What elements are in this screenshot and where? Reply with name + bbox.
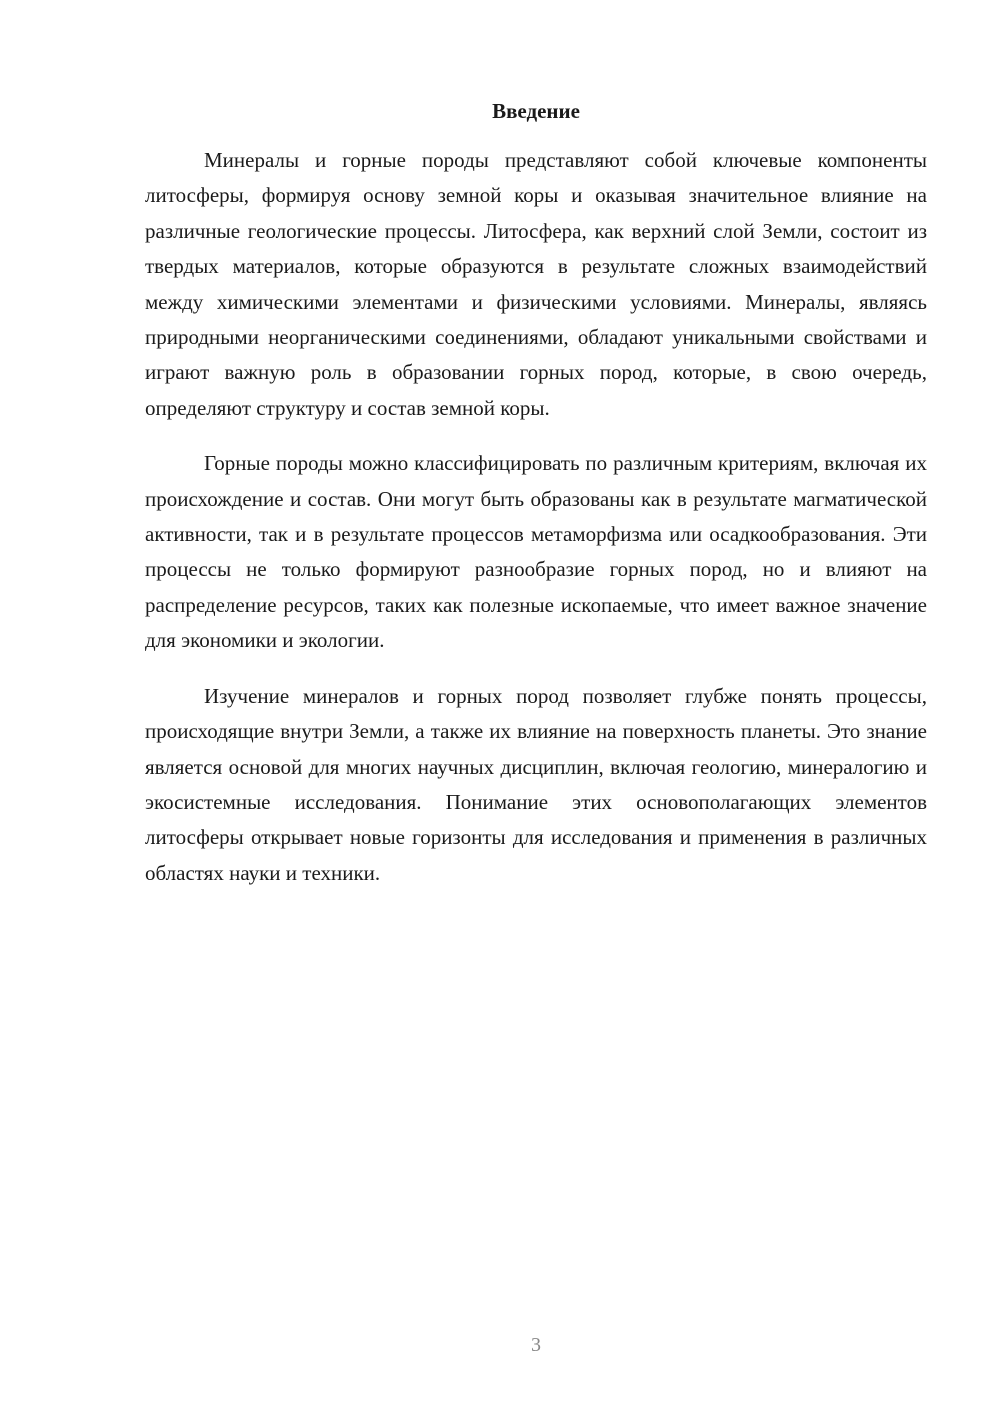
body-text: [145, 143, 927, 911]
section-heading: Введение: [492, 99, 580, 123]
page-number: 3: [531, 1334, 541, 1356]
paragraph-2: Горные породы можно классифицировать по различным критериям, включая их происхождение и состав. Они могут быть образованы как в результате магматической активности, так и в результате процессов метаморфизма или осадкообразования. Эти процессы не только формируют разнообразие горных пород, но и влияют на распределение ресурсов, таких как полезные ископаемые, что имеет важное значение для экономики и экологии.: [145, 451, 927, 653]
paragraph-1: Минералы и горные породы представляют собой ключевые компоненты литосферы, формируя основу земной коры и оказывая значительное влияние на различные геологические процессы. Литосфера, как верхний слой Земли, состоит из твердых материалов, которые образуются в результате сложных взаимодействий между химическими элементами и физическими условиями. Минералы, являясь природными неорганическими соединениями, обладают уникальными свойствами и играют важную роль в образовании горных пород, которые, в свою очередь, определяют структуру и состав земной коры.: [145, 148, 927, 420]
paragraph-3: Изучение минералов и горных пород позволяет глубже понять процессы, происходящие внутри Земли, а также их влияние на поверхность планеты. Это знание является основой для многих научных дисциплин, включая геологию, минералогию и экосистемные исследования. Понимание этих основополагающих элементов литосферы открывает новые горизонты для исследования и применения в различных областях науки и техники.: [145, 683, 927, 885]
